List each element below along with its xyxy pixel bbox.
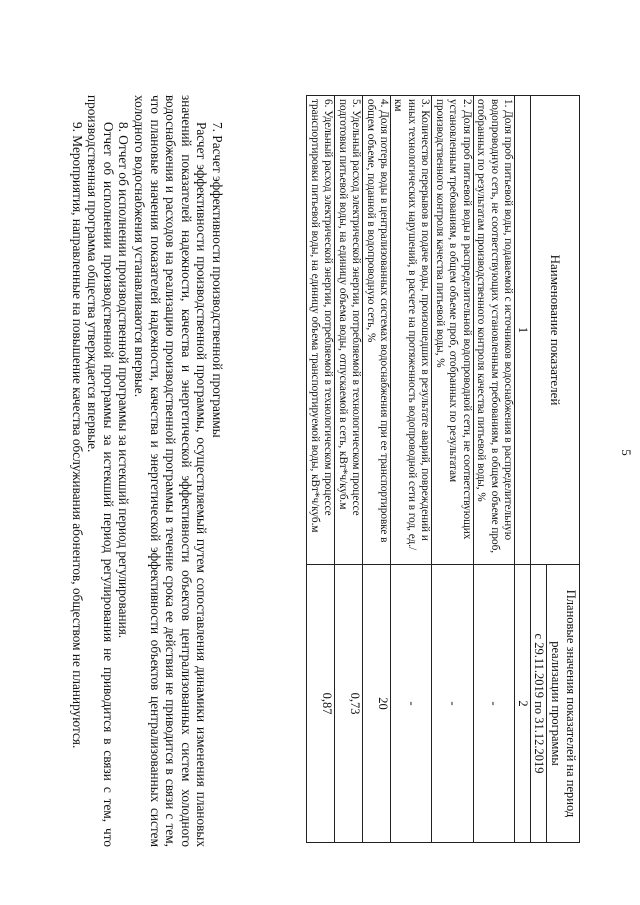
section-9-heading: 9. Мероприятия, направленные на повышение качества обслуживания абонентов, обществом не планируются. xyxy=(69,122,85,749)
indicator-value: - xyxy=(391,565,432,843)
indicator-name: 3. Количество перерывов в подаче воды, произошедших в результате аварий, повреждений и иных технологических нарушений, в расчете на протяженность водопроводной сети в год, ед./км xyxy=(391,96,432,565)
indicators-table xyxy=(306,95,580,843)
body-text xyxy=(69,95,225,847)
table-row xyxy=(307,96,335,843)
column-number-2: 2 xyxy=(515,565,531,843)
indicator-name: 1. Доля проб питьевой воды, подаваемой с источников водоснабжения в распределительную водопроводную сеть, не соответствующих установленным требованиям, в общем объеме проб, отобранных по результатам производственного контроля качества питьевой воды, % xyxy=(473,96,514,565)
header-indicator-name: Наименование показателей xyxy=(531,96,580,565)
section-7-heading: 7. Расчет эффективности производственной программы xyxy=(210,122,225,438)
indicator-value: - xyxy=(473,565,514,843)
indicator-value: 0,73 xyxy=(335,565,363,843)
header-plan-values: Плановые значения показателей на период реализации программы xyxy=(547,565,580,843)
indicator-name: 2. Доля проб питьевой воды в распределительной водопроводной сети, не соответствующих установленным требованиям, в общем объеме проб, отобранных по результатам производственного контроля качества питьевой воды, % xyxy=(432,96,473,565)
table-row xyxy=(391,96,432,843)
indicator-value: 20 xyxy=(363,565,391,843)
table-row xyxy=(432,96,473,843)
table-header-row xyxy=(547,96,580,843)
table-row xyxy=(473,96,514,843)
indicator-value: 0,87 xyxy=(307,565,335,843)
indicator-value: - xyxy=(432,565,473,843)
section-7-paragraph: Расчет эффективности производственной программы, осуществляемый путем сопоставления динамики изменения плановых значений показателей надежности, качества и энергетической эффективности объектов централизованных систем холодного водоснабжения и расходов на реализацию производственной программы в течение срока ее действия не приводится в связи с тем, что плановые значения показателей надежности, качества и энергетической эффективности объектов централизованных систем холодного водоснабжения устанавливаются впервые. xyxy=(132,95,210,847)
header-period: с 29.11.2019 по 31.12.2019 xyxy=(531,565,547,843)
table-column-numbers-row xyxy=(515,96,531,843)
indicator-name: 4. Доля потерь воды в централизованных системах водоснабжения при ее транспортировке в общем объеме, поданной в водопроводную сеть, % xyxy=(363,96,391,565)
indicator-name: 5. Удельный расход электрической энергии, потребляемой в технологическом процессе подготовки питьевой воды, на единицу объема воды, отпускаемой в сеть, кВт*ч/куб.м xyxy=(335,96,363,565)
section-8-paragraph: Отчет об исполнении производственной программы за истекший период регулирования не приводится в связи с тем, что производственная программа общества утверждается впервые. xyxy=(85,95,116,847)
table-row xyxy=(335,96,363,843)
table-row xyxy=(363,96,391,843)
indicator-name: 6. Удельный расход электрической энергии, потребляемой в технологическом процессе транспортировки питьевой воды, на единицу объема транспортируемой воды, кВт*ч/куб.м xyxy=(307,96,335,565)
page-number: 5 xyxy=(619,449,634,456)
column-number-1: 1 xyxy=(515,96,531,565)
section-8-heading: 8. Отчет об исполнении производственной программы за истекший период регулирования. xyxy=(116,122,132,639)
